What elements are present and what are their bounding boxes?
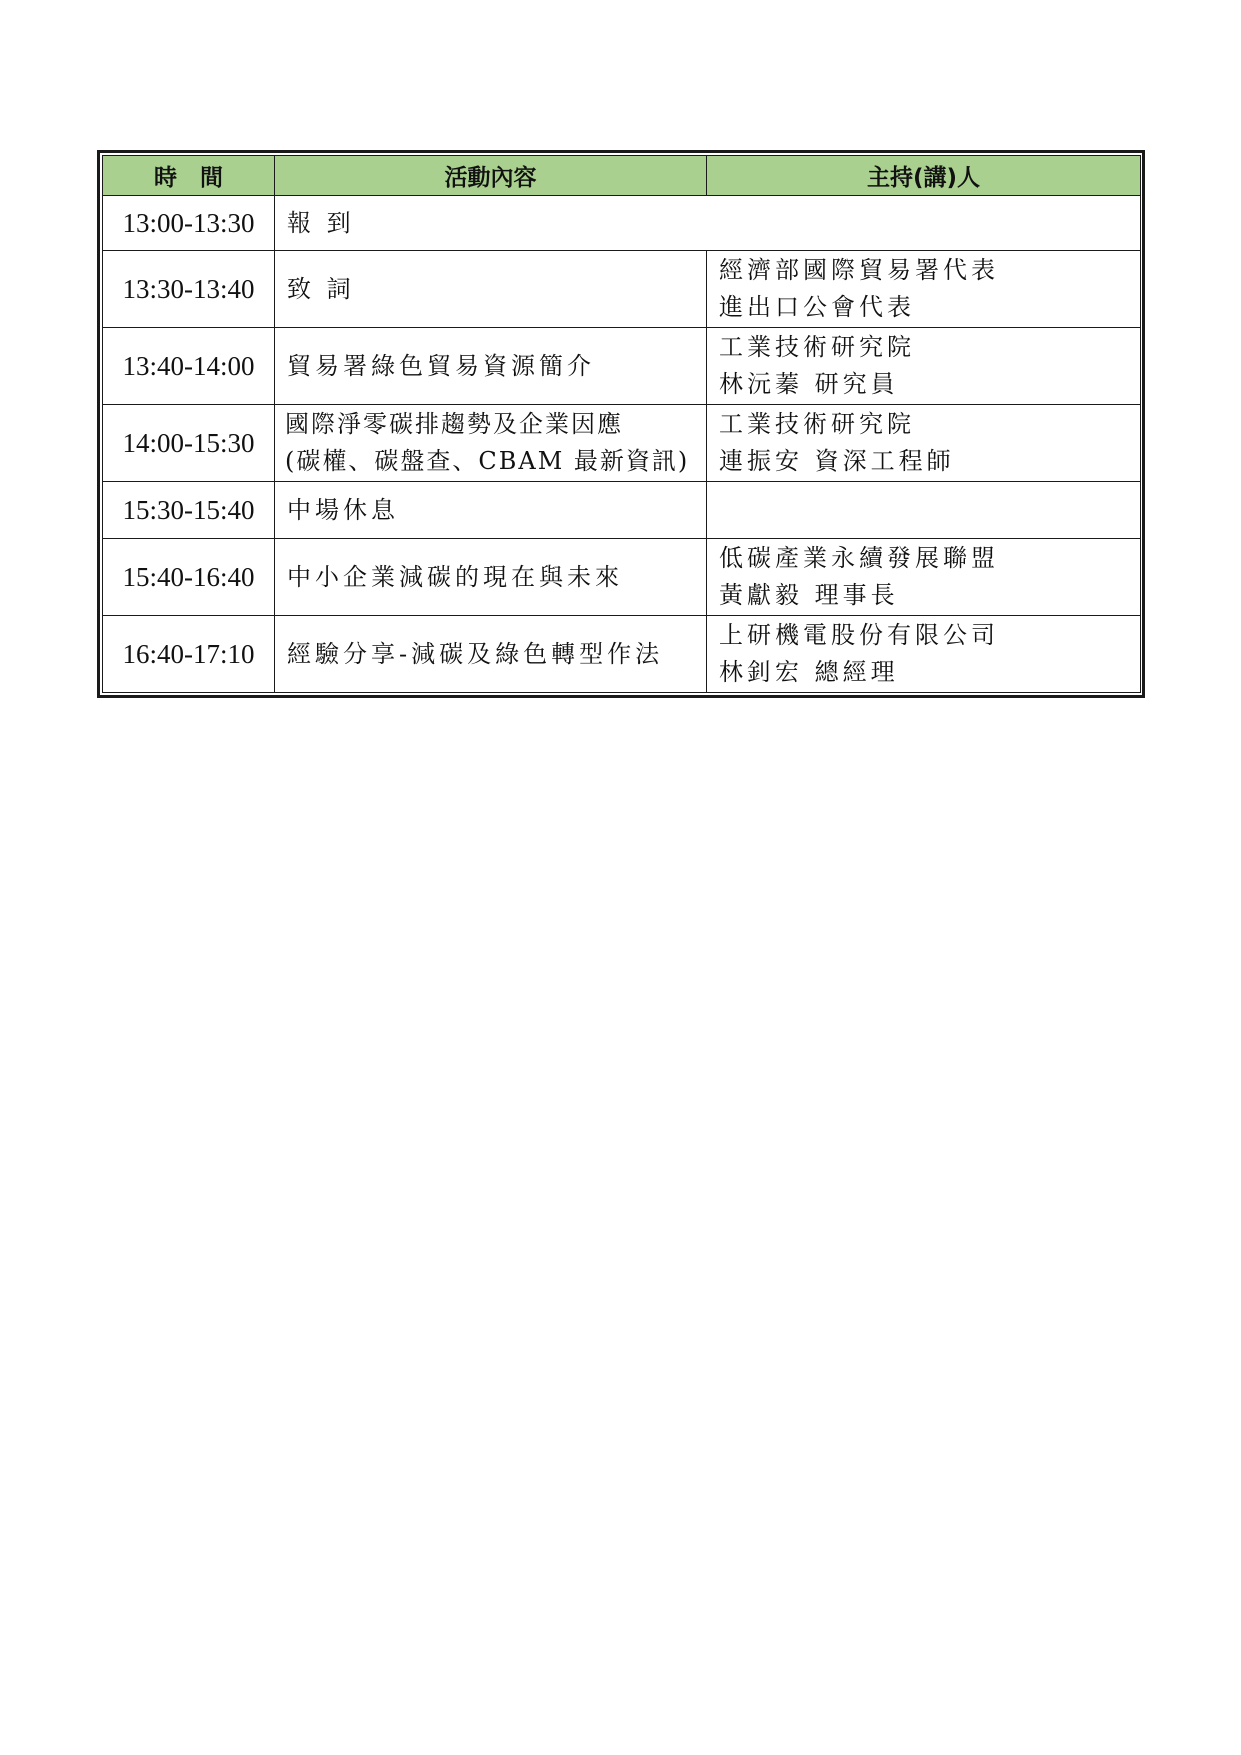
time-cell: 13:00-13:30 (103, 196, 275, 251)
activity-cell (275, 539, 707, 616)
table-row (103, 616, 1141, 693)
header-time: 時 間 (103, 156, 275, 196)
table-row (103, 196, 1141, 251)
header-activity: 活動內容 (275, 156, 707, 196)
time-cell: 15:30-15:40 (103, 482, 275, 539)
header-host: 主持(講)人 (707, 156, 1141, 196)
activity-cell (275, 482, 707, 539)
table-row (103, 251, 1141, 328)
host-line: 工業技術研究院 (719, 410, 915, 438)
host-cell (707, 328, 1141, 405)
table-row (103, 539, 1141, 616)
activity-cell (275, 405, 707, 482)
time-cell: 16:40-17:10 (103, 616, 275, 693)
host-line: 進出口公會代表 (719, 293, 915, 321)
time-cell: 13:40-14:00 (103, 328, 275, 405)
host-line: 林沅蓁 研究員 (719, 370, 899, 398)
activity-line: 國際淨零碳排趨勢及企業因應 (285, 410, 623, 438)
host-line: 低碳產業永續發展聯盟 (719, 544, 999, 572)
activity-line: 經驗分享-減碳及綠色轉型作法 (287, 639, 664, 668)
time-cell: 13:30-13:40 (103, 251, 275, 328)
table-row (103, 482, 1141, 539)
activity-line: 致 詞 (287, 274, 355, 303)
time-cell: 15:40-16:40 (103, 539, 275, 616)
host-cell (707, 482, 1141, 539)
host-line: 經濟部國際貿易署代表 (719, 256, 999, 284)
host-cell (707, 616, 1141, 693)
host-cell (707, 251, 1141, 328)
activity-line: 中場休息 (287, 495, 399, 524)
activity-cell (275, 328, 707, 405)
activity-cell (275, 616, 707, 693)
activity-cell (275, 196, 1141, 251)
host-cell (707, 405, 1141, 482)
agenda-table-frame (97, 150, 1145, 698)
header-row (103, 156, 1141, 196)
host-line: 林釗宏 總經理 (719, 658, 899, 686)
host-line: 連振安 資深工程師 (719, 447, 955, 475)
host-line: 工業技術研究院 (719, 333, 915, 361)
activity-line: 報 到 (287, 208, 355, 237)
activity-line: 貿易署綠色貿易資源簡介 (287, 351, 595, 380)
host-cell (707, 539, 1141, 616)
table-row (103, 405, 1141, 482)
activity-line: 中小企業減碳的現在與未來 (287, 562, 623, 591)
table-row (103, 328, 1141, 405)
host-line: 上研機電股份有限公司 (719, 621, 999, 649)
time-cell: 14:00-15:30 (103, 405, 275, 482)
agenda-table (102, 155, 1141, 693)
activity-cell (275, 251, 707, 328)
host-line: 黃獻毅 理事長 (719, 581, 899, 609)
activity-line: (碳權、碳盤查、CBAM 最新資訊) (285, 447, 690, 475)
